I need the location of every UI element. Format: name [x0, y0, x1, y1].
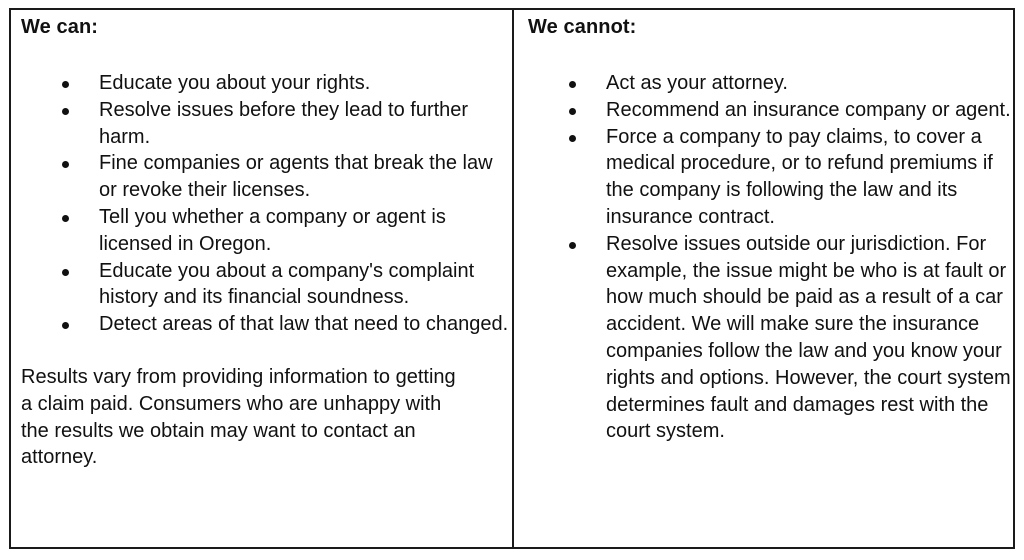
we-can-column	[11, 10, 514, 547]
info-table	[9, 8, 1015, 549]
list-item	[528, 70, 1013, 97]
list-item-text: Educate you about your rights.	[99, 72, 371, 94]
list-item	[21, 204, 512, 258]
list-item-text: Recommend an insurance company or agent.	[606, 98, 1011, 121]
bullet-icon	[62, 269, 69, 276]
list-item-text: Detect areas of that law that need to changed.	[99, 313, 509, 336]
list-item	[21, 97, 512, 151]
list-item	[21, 150, 512, 204]
list-item-text: Act as your attorney.	[606, 72, 788, 94]
list-item	[528, 97, 1013, 124]
bullet-icon	[62, 161, 69, 168]
list-item-text: Fine companies or agents that break the law or revoke their licenses.	[99, 152, 493, 202]
results-note: Results vary from providing information to getting a claim paid. Consumers who are unhappy with the results we obtain may want to contact an attorney.	[21, 365, 456, 469]
list-item	[528, 231, 1013, 445]
list-item-text: Resolve issues outside our jurisdiction. For example, the issue might be who is at fault or how much should be paid as a result of a car accident. We will make sure the insurance companies follow the law and you know your rights and options. However, the court system determines fault and damages rest with the court system.	[606, 232, 1011, 443]
list-item-text: Educate you about a company's complaint history and its financial soundness.	[99, 259, 475, 309]
list-item-text: Resolve issues before they lead to further harm.	[99, 98, 469, 148]
we-can-heading: We can:	[21, 16, 99, 38]
bullet-icon	[569, 108, 576, 115]
we-cannot-column	[514, 10, 1013, 547]
bullet-icon	[569, 135, 576, 142]
list-item-text: Tell you whether a company or agent is licensed in Oregon.	[99, 205, 446, 255]
list-item	[21, 258, 512, 312]
bullet-icon	[569, 242, 576, 249]
we-can-list	[21, 70, 512, 338]
list-item	[21, 311, 512, 338]
list-item	[21, 70, 512, 97]
bullet-icon	[569, 81, 576, 88]
bullet-icon	[62, 322, 69, 329]
we-cannot-list	[528, 70, 1013, 445]
list-item	[528, 124, 1013, 231]
bullet-icon	[62, 108, 69, 115]
bullet-icon	[62, 215, 69, 222]
bullet-icon	[62, 81, 69, 88]
we-cannot-heading: We cannot:	[528, 16, 637, 38]
list-item-text: Force a company to pay claims, to cover a medical procedure, or to refund premiums if the company is following the law and its insurance contract.	[606, 125, 993, 228]
